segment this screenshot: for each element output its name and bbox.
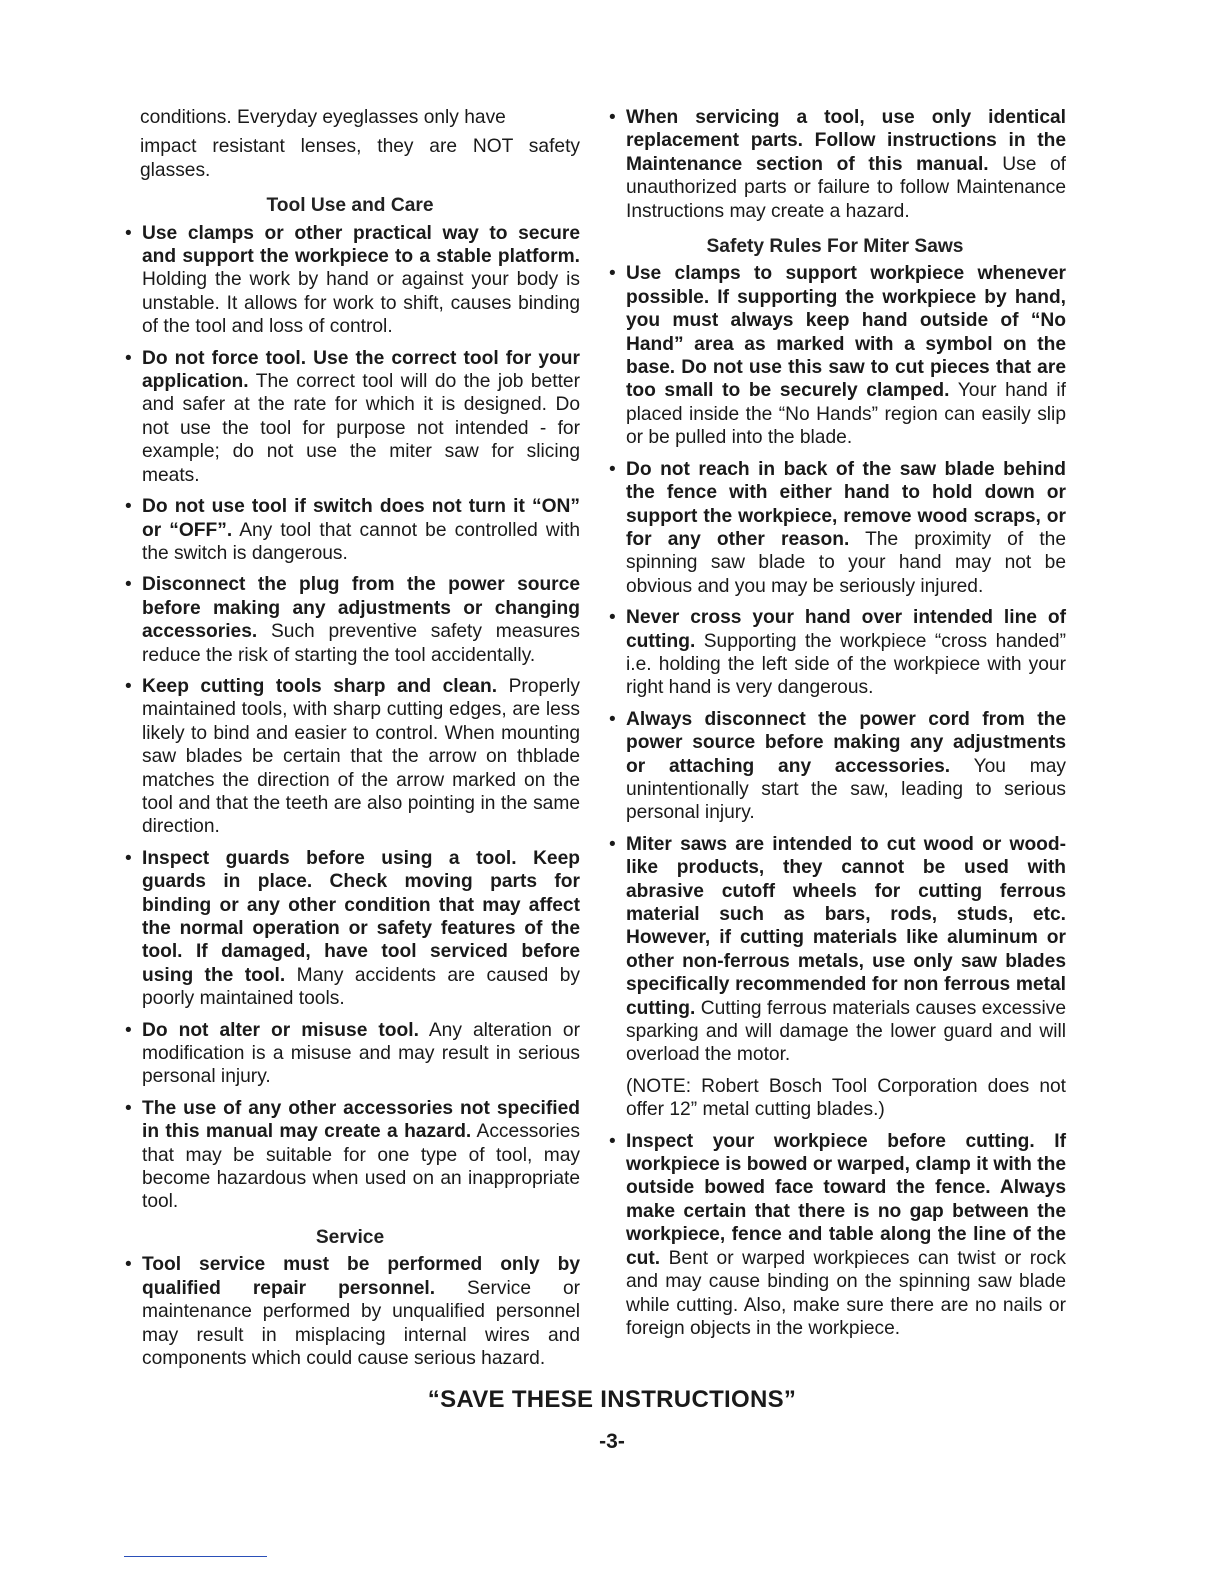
rule-body-text: Accessories that may be suitable for one type of tool, may become hazardous when used on an inappropriate tool.	[142, 1121, 580, 1213]
safety-rule-item	[120, 1253, 580, 1370]
bullet-icon: •	[125, 496, 132, 518]
safety-rule-item	[604, 458, 1066, 598]
bullet-icon: •	[609, 458, 616, 480]
bullet-icon: •	[609, 107, 616, 128]
safety-rule-item	[604, 262, 1066, 449]
workpiece-list	[604, 1130, 1066, 1341]
rule-bold-text: Inspect guards before using a tool. Keep guards in place. Check moving parts for binding or any other condition that may affect the normal operation or safety features of the tool. If damaged, have tool serviced before using the tool.	[142, 847, 580, 986]
bullet-icon: •	[125, 675, 132, 697]
safety-rule-item	[604, 106, 1066, 223]
rule-body-text: The proximity of the spinning saw blade to your hand may not be obvious and you may be seriously injured.	[626, 528, 1066, 597]
rule-bold-text: Disconnect the plug from the power source before making any adjustments or changing accessories.	[142, 574, 580, 643]
rule-bold-text: Never cross your hand over intended line of cutting.	[626, 607, 1066, 652]
rule-bold-text: Miter saws are intended to cut wood or wood-like products, they cannot be used with abrasive cutoff wheels for cutting ferrous material such as bars, rods, studs, etc. However, if cutting materials like aluminum or other non-ferrous metals, use only saw blades specifically recommended for non ferrous metal cutting.	[626, 833, 1066, 1019]
note-text: (NOTE: Robert Bosch Tool Corporation does not offer 12” metal cutting blades.)	[626, 1075, 1066, 1121]
safety-rule-item	[120, 495, 580, 565]
save-instructions-title: “SAVE THESE INSTRUCTIONS”	[427, 1386, 797, 1413]
rule-bold-text: Always disconnect the power cord from the power source before making any adjustments or attaching any accessories.	[626, 708, 1066, 777]
rule-body-text: Bent or warped workpieces can twist or rock and may cause binding on the spinning saw blade while cutting. Also, make sure there are no nails or foreign objects in the workpiece.	[626, 1247, 1066, 1339]
bullet-icon: •	[609, 1130, 616, 1152]
tool-use-list	[120, 222, 580, 1214]
rule-bold-text: The use of any other accessories not specified in this manual may create a hazard.	[142, 1097, 580, 1143]
safety-rule-item	[604, 833, 1066, 1067]
rule-body-text: Service or maintenance performed by unqualified personnel may result in misplacing internal wires and components which could cause serious hazard.	[142, 1277, 581, 1369]
rule-body-text: You may unintentionally start the saw, leading to serious personal injury.	[626, 755, 1066, 824]
rule-bold-text: Do not force tool. Use the correct tool for your application.	[142, 347, 580, 393]
rule-bold-text: Do not alter or misuse tool.	[142, 1019, 419, 1041]
safety-rule-item	[120, 1097, 580, 1214]
bullet-icon: •	[609, 833, 616, 855]
rule-bold-text: Do not reach in back of the saw blade behind the fence with either hand to hold down or support the workpiece, remove wood scraps, or for any other reason.	[626, 458, 1066, 550]
left-column	[120, 106, 580, 1378]
right-column	[604, 106, 1066, 1348]
rule-bold-text: Keep cutting tools sharp and clean.	[142, 675, 498, 697]
bottom-divider	[124, 1556, 267, 1557]
rule-body-text: Cutting ferrous materials causes excessive sparking and will damage the lower guard and will overload the motor.	[626, 997, 1066, 1066]
bullet-icon: •	[609, 708, 616, 730]
safety-rule-item	[604, 606, 1066, 700]
rule-body-text: Properly maintained tools, with sharp cutting edges, are less likely to bind and easier to control. When mounting saw blades be certain that the arrow on thblade matches the direction of the arrow marked on the tool and that the teeth are also pointing in the same direction.	[142, 675, 581, 838]
miter-saw-heading: Safety Rules For Miter Saws	[706, 236, 964, 258]
safety-rule-item	[120, 847, 580, 1011]
bullet-icon: •	[125, 1019, 132, 1041]
rule-body-text: Holding the work by hand or against your body is unstable. It allows for work to shift, causes binding of the tool and loss of control.	[142, 269, 580, 338]
rule-body-text: Your hand if placed inside the “No Hands” region can easily slip or be pulled into the blade.	[626, 380, 1066, 449]
safety-rule-item	[120, 573, 580, 667]
service-list	[120, 1253, 580, 1370]
safety-rule-item	[120, 1019, 580, 1089]
rule-body-text: Many accidents are caused by poorly maintained tools.	[142, 964, 580, 1010]
bullet-icon: •	[609, 607, 616, 629]
bullet-icon: •	[125, 1254, 132, 1276]
page-number: -3-	[599, 1430, 625, 1453]
intro-line-2: impact resistant lenses, they are NOT safety glasses.	[140, 136, 580, 181]
rule-bold-text: Use clamps to support workpiece whenever possible. If supporting the workpiece by hand, you must always keep hand outside of “No Hand” area as marked with a symbol on the base. Do not use this saw to cut pieces that are too small to be securely clamped.	[626, 263, 1066, 402]
rule-bold-text: Tool service must be performed only by qualified repair personnel.	[142, 1254, 580, 1299]
safety-rule-item	[604, 708, 1066, 825]
safety-rule-item	[604, 1130, 1066, 1341]
bullet-icon: •	[609, 263, 616, 285]
bullet-icon: •	[125, 347, 132, 369]
intro-line-1: conditions. Everyday eyeglasses only have	[140, 107, 506, 128]
servicing-list	[604, 106, 1066, 223]
miter-saw-list	[604, 262, 1066, 1066]
rule-body-text: Such preventive safety measures reduce the risk of starting the tool accidentally.	[142, 621, 580, 666]
rule-bold-text: Do not use tool if switch does not turn it “ON” or “OFF”.	[142, 496, 580, 541]
safety-rule-item	[120, 675, 580, 839]
rule-body-text: Use of unauthorized parts or failure to follow Maintenance Instructions may create a hazard.	[626, 153, 1066, 222]
rule-body-text: Supporting the workpiece “cross handed” i.e. holding the left side of the workpiece with your right hand is very dangerous.	[626, 630, 1066, 699]
safety-rule-item	[120, 222, 580, 339]
rule-bold-text: Use clamps or other practical way to secure and support the workpiece to a stable platform.	[142, 222, 580, 268]
rule-bold-text: Inspect your workpiece before cutting. If workpiece is bowed or warped, clamp it with the outside bowed face toward the fence. Always make certain that there is no gap between the workpiece, fence and table along the line of the cut.	[626, 1130, 1066, 1269]
rule-body-text: The correct tool will do the job better and safer at the rate for which it is designed. Do not use the tool for purpose not intended - for example; do not use the miter saw for slicing meats.	[142, 371, 580, 486]
rule-body-text: Any tool that cannot be controlled with the switch is dangerous.	[142, 519, 581, 564]
tool-use-heading: Tool Use and Care	[266, 195, 434, 217]
bullet-icon: •	[125, 847, 132, 869]
rule-bold-text: When servicing a tool, use only identical replacement parts. Follow instructions in the Maintenance section of this manual.	[626, 107, 1066, 175]
safety-rule-item	[120, 347, 580, 487]
bullet-icon: •	[125, 1097, 132, 1119]
rule-body-text: Any alteration or modification is a misuse and may result in serious personal injury.	[142, 1019, 580, 1088]
bullet-icon: •	[125, 222, 132, 244]
service-heading: Service	[315, 1226, 385, 1248]
bullet-icon: •	[125, 574, 132, 596]
